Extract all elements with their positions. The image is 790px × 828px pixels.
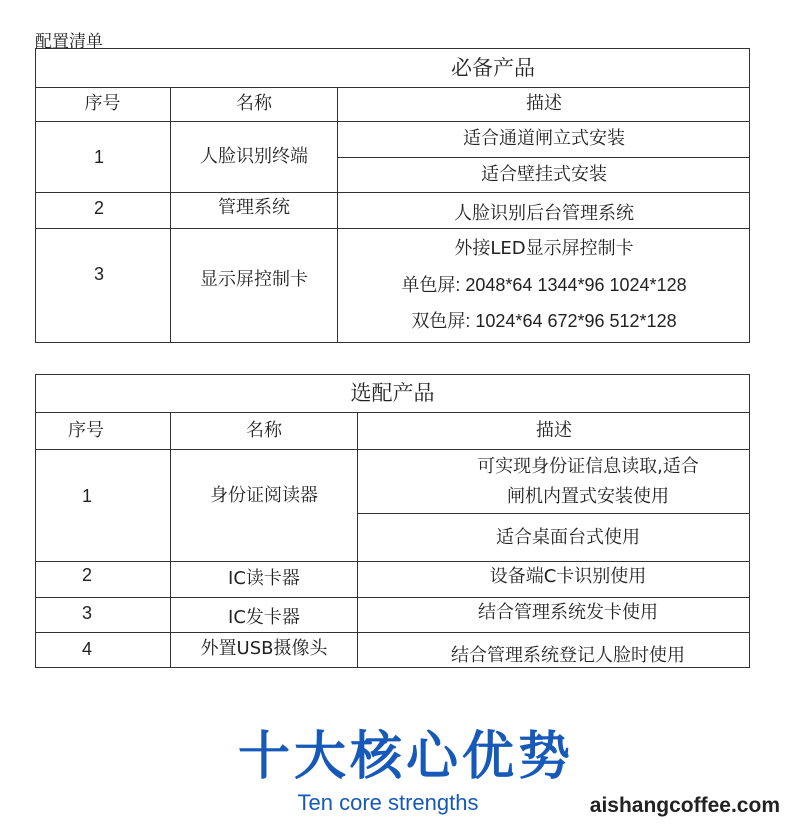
row-index: 4 (81, 638, 92, 659)
watermark: aishangcoffee.com (589, 794, 780, 817)
column-header-index: 序号 (68, 419, 104, 441)
divider (357, 513, 750, 514)
column-header-description: 描述 (536, 419, 572, 441)
product-name: 身份证阅读器 (210, 484, 318, 506)
core-strengths-heading: 十大核心优势 (237, 727, 574, 787)
product-name: IC发卡器 (228, 606, 300, 628)
product-description: 适合通道闸立式安装 (463, 128, 625, 150)
row-index: 2 (81, 564, 92, 585)
product-name: 外置USB摄像头 (200, 637, 328, 659)
product-name: 管理系统 (218, 196, 290, 218)
product-description: 设备端C卡识别使用 (489, 566, 647, 588)
optional-table-title: 选配产品 (350, 381, 435, 406)
product-name: 人脸识别终端 (200, 145, 308, 167)
product-description: 可实现身份证信息读取,适合 (477, 455, 699, 477)
product-description: 适合壁挂式安装 (481, 163, 607, 185)
row-index: 3 (93, 263, 104, 284)
row-index: 1 (93, 146, 104, 167)
product-description: 结合管理系统登记人脸时使用 (451, 644, 685, 666)
product-name: IC读卡器 (228, 568, 300, 590)
product-name: 显示屏控制卡 (200, 268, 308, 290)
column-header-description: 描述 (526, 93, 562, 115)
product-description: 人脸识别后台管理系统 (454, 202, 634, 224)
product-description: 适合桌面台式使用 (496, 526, 640, 548)
column-header-index: 序号 (84, 93, 121, 115)
product-description: 结合管理系统发卡使用 (478, 601, 658, 623)
product-description: 双色屏: 1024*64 672*96 512*128 (411, 310, 677, 331)
section-caption: 配置清单 (35, 32, 103, 52)
divider (35, 632, 750, 633)
core-strengths-subheading: Ten core strengths (297, 790, 479, 815)
required-table-title: 必备产品 (451, 55, 535, 80)
divider (35, 449, 750, 450)
column-header-name: 名称 (246, 419, 282, 441)
product-description: 外接LED显示屏控制卡 (454, 237, 634, 259)
row-index: 2 (93, 197, 104, 218)
product-description: 闸机内置式安装使用 (507, 485, 669, 507)
row-index: 1 (81, 485, 92, 506)
row-index: 3 (81, 602, 92, 623)
product-description: 单色屏: 2048*64 1344*96 1024*128 (401, 274, 687, 295)
column-header-name: 名称 (236, 93, 272, 115)
